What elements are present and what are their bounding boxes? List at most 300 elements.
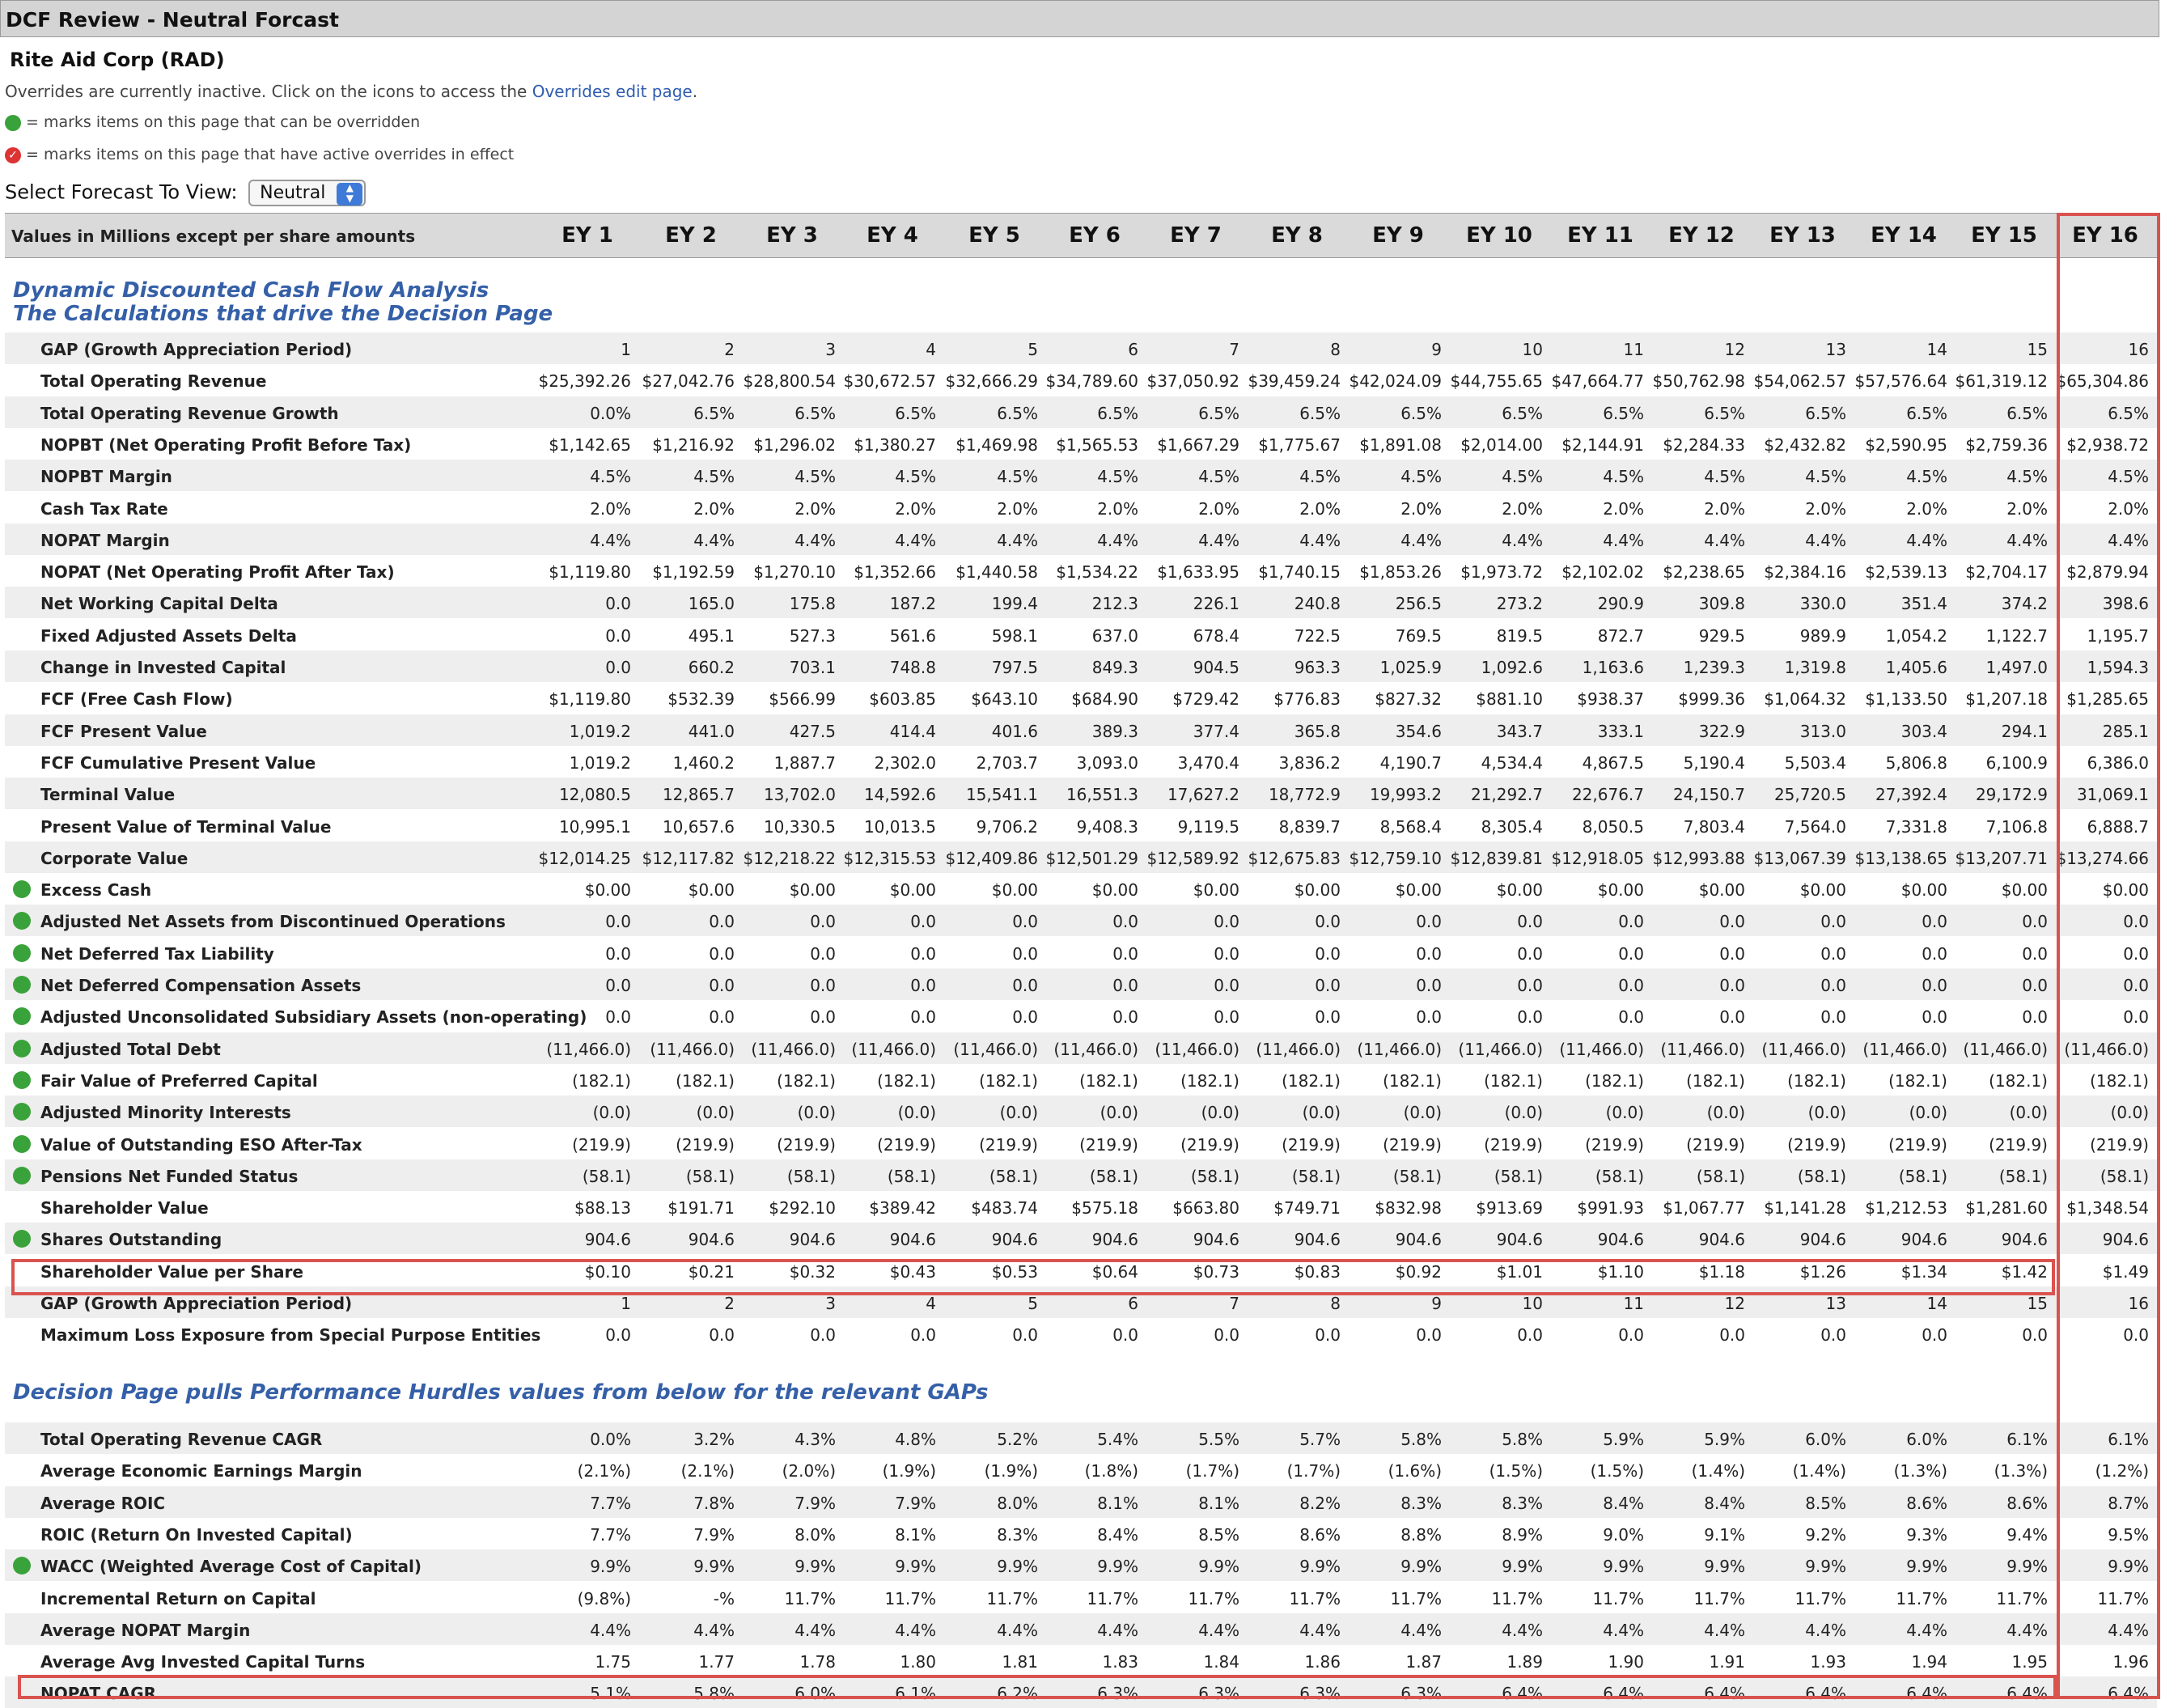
row-value: $729.42 [1172,689,1239,710]
override-dot-icon[interactable] [13,1167,31,1185]
row-value: 0.0 [1112,943,1138,964]
row-label: Total Operating Revenue CAGR [40,1430,323,1449]
row-value: 8.0% [997,1493,1038,1513]
row-value: 8.5% [1198,1524,1239,1545]
row-value: $1,853.26 [1359,562,1442,583]
row-value: 10,657.6 [662,816,735,837]
row-value: 12 [1724,1294,1745,1313]
row-value: $47,664.77 [1551,371,1644,392]
row-value: 365.8 [1294,721,1341,741]
row-value: (182.1) [1079,1070,1138,1091]
row-value: $1,285.65 [2066,689,2149,710]
row-value: (0.0) [2110,1103,2149,1123]
table-row [5,841,2157,873]
row-value: 4.4% [1299,1620,1341,1640]
row-value: (0.0) [1909,1103,1947,1123]
row-value: $1.18 [1698,1261,1745,1282]
row-value: (11,466.0) [1458,1039,1543,1059]
row-value: 0.0 [910,1325,936,1346]
row-value: 2.0% [590,498,631,519]
row-value: (2.1%) [577,1461,631,1481]
row-value: $1.34 [1900,1261,1947,1282]
row-value: 0.0 [1416,943,1442,964]
override-dot-icon[interactable] [13,1071,31,1089]
row-value: $2,144.91 [1561,434,1644,455]
row-value: 1,019.2 [569,752,631,773]
row-value: 256.5 [1395,594,1442,614]
row-value: $1,212.53 [1865,1198,1947,1218]
column-header: EY 5 [968,223,1020,248]
row-value: $2,238.65 [1663,562,1745,583]
row-value: 1.90 [1608,1652,1644,1672]
table-row [5,1032,2157,1064]
row-value: (0.0) [1807,1103,1846,1123]
row-value: (0.0) [1302,1103,1341,1123]
red-check-icon: ✓ [5,147,21,163]
row-value: 0.0 [1922,1007,1947,1028]
row-value: 14,592.6 [863,785,936,805]
row-value: 0.0 [1012,976,1038,995]
forecast-select-row [5,180,366,206]
row-value: 904.6 [584,1230,631,1250]
table-row [5,1318,2157,1350]
row-value: 0.0 [1112,912,1138,932]
row-value: 8.5% [1805,1493,1846,1513]
row-value: 6.5% [1400,403,1442,423]
row-value: (219.9) [1282,1134,1341,1155]
row-value: 11.7% [1491,1588,1543,1608]
row-value: (58.1) [1998,1166,2048,1186]
row-value: 6.0% [1906,1430,1947,1449]
table-row [5,1255,2157,1286]
row-value: 9.2% [1805,1524,1846,1545]
row-value: 0.0 [605,594,631,614]
row-value: 6.5% [1502,403,1543,423]
row-value: (182.1) [676,1070,735,1091]
row-value: (11,466.0) [1963,1039,2048,1059]
table-row [5,1613,2157,1645]
row-value: 8.6% [1906,1493,1947,1513]
row-value: 9,706.2 [976,816,1038,837]
row-value: 6.2% [997,1684,1038,1704]
row-value: $25,392.26 [538,371,631,392]
row-value: $0.00 [1900,880,1947,901]
row-value: (182.1) [777,1070,836,1091]
row-value: 0.0 [1820,976,1846,995]
table-row [5,873,2157,905]
row-value: 175.8 [789,594,836,614]
row-value: 8,305.4 [1481,816,1543,837]
row-value: 10 [1522,340,1543,359]
row-label: Adjusted Net Assets from Discontinued Operations [40,912,506,932]
row-value: 6.4% [1502,1684,1543,1704]
row-value: $0.00 [1091,880,1138,901]
row-value: 0.0 [1922,976,1947,995]
row-label: Maximum Loss Exposure from Special Purpose Entities [40,1325,541,1346]
row-value: 6.4% [1906,1684,1947,1704]
override-dot-icon[interactable] [13,880,31,898]
row-value: (11,466.0) [650,1039,735,1059]
row-value: 0.0 [1416,1007,1442,1028]
row-value: 0.0 [709,912,735,932]
row-value: (58.1) [1797,1166,1846,1186]
row-value: 0.0 [1618,1007,1644,1028]
row-label: Fair Value of Preferred Capital [40,1070,318,1091]
row-value: $776.83 [1273,689,1341,710]
row-value: 0.0 [2022,1007,2048,1028]
row-label: Fixed Adjusted Assets Delta [40,625,297,646]
row-value: 0.0 [1517,912,1543,932]
row-value: 6.4% [2108,1684,2149,1704]
row-value: 8.4% [1603,1493,1644,1513]
row-value: 7,331.8 [1885,816,1947,837]
row-value: 8.3% [1502,1493,1543,1513]
row-value: 4.4% [1097,1620,1138,1640]
row-value: 6,386.0 [2087,752,2149,773]
row-value: 11.7% [986,1588,1038,1608]
overrides-edit-link[interactable]: Overrides edit page [532,82,693,101]
row-value: 3.2% [693,1430,735,1449]
row-value: $0.00 [1496,880,1543,901]
table-row [5,1486,2157,1518]
row-label: Average Economic Earnings Margin [40,1461,362,1481]
row-value: 4.3% [794,1430,836,1449]
row-value: 6.4% [1805,1684,1846,1704]
row-value: 0.0 [1214,1007,1239,1028]
override-dot-icon[interactable] [13,912,31,930]
row-value: 5.4% [1097,1430,1138,1449]
row-value: 16,551.3 [1066,785,1138,805]
row-value: (0.0) [1100,1103,1138,1123]
row-value: $13,138.65 [1854,848,1947,868]
row-value: 4.4% [895,530,936,550]
row-value: 8,050.5 [1582,816,1644,837]
row-value: $13,067.39 [1753,848,1846,868]
row-label: ROIC (Return On Invested Capital) [40,1524,353,1545]
row-value: 872.7 [1597,625,1644,646]
row-value: 0.0 [1618,943,1644,964]
row-value: 0.0 [2022,976,2048,995]
row-label: Total Operating Revenue [40,371,267,392]
row-value: 9,408.3 [1076,816,1138,837]
row-value: 8.1% [895,1524,936,1545]
row-value: $2,938.72 [2066,434,2149,455]
row-value: 11.7% [1794,1588,1846,1608]
row-value: 0.0 [605,1325,631,1346]
row-value: 21,292.7 [1470,785,1543,805]
legend-overridable [5,113,420,131]
row-value: 4.4% [1805,1620,1846,1640]
row-label: Shareholder Value [40,1198,209,1218]
row-value: 849.3 [1091,658,1138,677]
override-dot-icon[interactable] [13,944,31,962]
row-value: 0.0 [1315,943,1341,964]
row-value: 1,025.9 [1379,658,1442,677]
row-value: $1,973.72 [1460,562,1543,583]
row-value: 0.0% [590,403,631,423]
row-value: (219.9) [777,1134,836,1155]
column-header: EY 16 [2072,223,2138,248]
row-value: (58.1) [1291,1166,1341,1186]
row-value: 6.5% [1299,403,1341,423]
row-value: 6.4% [1603,1684,1644,1704]
row-value: 333.1 [1597,721,1644,741]
row-value: 1,019.2 [569,721,631,741]
row-value: 0.0 [2123,1007,2149,1028]
row-value: 5.9% [1704,1430,1745,1449]
row-value: $684.90 [1071,689,1138,710]
row-value: 6.0% [794,1684,836,1704]
row-value: 0.0 [1214,912,1239,932]
row-value: (182.1) [877,1070,936,1091]
row-value: 0.0 [1719,976,1745,995]
table-row [5,1518,2157,1549]
row-value: 4.5% [2108,467,2149,487]
row-value: 0.0 [810,943,836,964]
row-value: $12,759.10 [1349,848,1442,868]
row-value: 8 [1330,340,1341,359]
row-value: (182.1) [979,1070,1038,1091]
row-value: 0.0 [1517,1325,1543,1346]
row-value: 5.1% [590,1684,631,1704]
row-value: 1.83 [1102,1652,1138,1672]
row-value: $938.37 [1577,689,1644,710]
row-value: (182.1) [1282,1070,1341,1091]
row-value: 678.4 [1193,625,1239,646]
row-value: $0.10 [584,1261,631,1282]
row-value: 2.0% [1299,498,1341,519]
row-value: 0.0 [1214,943,1239,964]
table-row [5,1645,2157,1676]
override-dot-icon[interactable] [13,1557,31,1574]
row-value: $1,352.66 [854,562,936,583]
row-value: $1,667.29 [1157,434,1239,455]
row-value: 7.7% [590,1524,631,1545]
row-value: (182.1) [1787,1070,1846,1091]
row-value: 6.5% [1704,403,1745,423]
row-value: 0.0 [1112,1007,1138,1028]
row-value: 904.6 [1597,1230,1644,1250]
row-label: Net Working Capital Delta [40,594,278,614]
row-value: $1,891.08 [1359,434,1442,455]
row-value: 0.0 [709,1007,735,1028]
row-value: 8.3% [1400,1493,1442,1513]
row-value: 4.5% [1299,467,1341,487]
company-name: Rite Aid Corp (RAD) [10,49,225,71]
row-value: 0.0 [1214,976,1239,995]
row-label: Shareholder Value per Share [40,1261,303,1282]
forecast-select-value: Neutral [260,183,326,203]
row-value: $913.69 [1476,1198,1543,1218]
row-value: $1.10 [1597,1261,1644,1282]
row-value: 6.5% [2108,403,2149,423]
row-value: 0.0 [2022,912,2048,932]
row-value: 22,676.7 [1571,785,1644,805]
row-value: $0.00 [584,880,631,901]
row-value: $57,576.64 [1854,371,1947,392]
row-value: 8.0% [794,1524,836,1545]
row-value: 1.77 [698,1652,735,1672]
table-row [5,587,2157,618]
row-value: 12,865.7 [662,785,735,805]
row-value: (0.0) [696,1103,735,1123]
row-value: $1,534.22 [1056,562,1138,583]
row-value: 797.5 [991,658,1038,677]
row-value: 6.4% [1704,1684,1745,1704]
row-value: $1.49 [2102,1261,2149,1282]
row-value: 313.0 [1799,721,1846,741]
row-value: 4.4% [794,1620,836,1640]
row-label: Average NOPAT Margin [40,1620,251,1640]
row-value: 2 [724,1294,735,1313]
row-value: 0.0 [605,625,631,646]
row-value: $0.83 [1294,1261,1341,1282]
row-value: (11,466.0) [751,1039,836,1059]
row-value: 1,092.6 [1481,658,1543,677]
row-value: 29,172.9 [1975,785,2048,805]
table-row [5,1128,2157,1159]
green-dot-icon [5,115,21,131]
row-value: 0.0 [709,943,735,964]
row-value: 0.0 [1416,976,1442,995]
table-row [5,968,2157,1000]
row-value: 4.4% [1400,530,1442,550]
row-value: 0.0 [1719,912,1745,932]
row-value: 0.0 [605,1007,631,1028]
row-value: 14 [1926,1294,1947,1313]
row-value: 4.4% [1400,1620,1442,1640]
row-value: 9,119.5 [1177,816,1239,837]
override-dot-icon[interactable] [13,1230,31,1248]
row-value: (58.1) [1595,1166,1644,1186]
row-value: $575.18 [1071,1198,1138,1218]
row-label: Incremental Return on Capital [40,1588,316,1608]
row-value: $749.71 [1273,1198,1341,1218]
row-value: $12,918.05 [1551,848,1644,868]
table-row [5,428,2157,460]
row-value: 0.0 [1315,1007,1341,1028]
row-value: $827.32 [1375,689,1442,710]
row-value: (0.0) [897,1103,936,1123]
column-header: EY 12 [1668,223,1735,248]
override-dot-icon[interactable] [13,1135,31,1153]
row-value: 9.4% [2006,1524,2048,1545]
row-value: 904.6 [688,1230,735,1250]
row-value: $643.10 [971,689,1038,710]
row-value: 4.5% [1502,467,1543,487]
table-row [5,1454,2157,1485]
row-value: $1,270.10 [753,562,836,583]
column-header: EY 10 [1466,223,1532,248]
column-header: EY 2 [665,223,717,248]
row-value: 6.5% [895,403,936,423]
row-value: 0.0 [1416,1325,1442,1346]
row-value: 6.5% [997,403,1038,423]
override-dot-icon[interactable] [13,1103,31,1121]
row-value: 703.1 [789,658,836,677]
row-value: (58.1) [887,1166,936,1186]
row-value: 0.0 [1820,1007,1846,1028]
table-row [5,937,2157,968]
row-value: 4,867.5 [1582,752,1644,773]
row-value: 0.0 [1820,912,1846,932]
row-value: (182.1) [1585,1070,1644,1091]
row-label: Excess Cash [40,880,152,901]
row-value: 748.8 [889,658,936,677]
row-value: 4.5% [2006,467,2048,487]
row-value: 11.7% [2097,1588,2149,1608]
row-label: Cash Tax Rate [40,498,168,519]
row-value: 4.5% [1097,467,1138,487]
row-value: $12,993.88 [1652,848,1745,868]
table-row [5,1223,2157,1254]
row-value: 2.0% [895,498,936,519]
row-value: 0.0 [1315,912,1341,932]
row-value: 4.4% [590,1620,631,1640]
row-value: 4.5% [1400,467,1442,487]
row-value: 9.9% [794,1557,836,1577]
overrides-notice [5,82,697,101]
row-value: $30,672.57 [843,371,936,392]
row-value: 377.4 [1193,721,1239,741]
row-value: 963.3 [1294,658,1341,677]
row-value: (219.9) [572,1134,631,1155]
row-value: $1.01 [1496,1261,1543,1282]
row-label: Average ROIC [40,1493,166,1513]
table-row [5,1159,2157,1191]
row-value: 8.7% [2108,1493,2149,1513]
row-value: $88.13 [574,1198,631,1218]
row-value: (11,466.0) [1862,1039,1947,1059]
row-value: 904.6 [2001,1230,2048,1250]
row-value: (182.1) [1383,1070,1442,1091]
row-value: 1.96 [2112,1652,2149,1672]
row-value: (58.1) [1898,1166,1947,1186]
row-value: $1,380.27 [854,434,936,455]
row-value: 7.8% [693,1493,735,1513]
row-value: 0.0 [605,976,631,995]
row-value: $12,117.82 [642,848,735,868]
override-dot-icon[interactable] [13,976,31,994]
row-value: $566.99 [769,689,836,710]
override-dot-icon[interactable] [13,1040,31,1057]
row-value: 0.0% [590,1430,631,1449]
row-value: 6.5% [1097,403,1138,423]
override-dot-icon[interactable] [13,1007,31,1025]
row-value: (11,466.0) [851,1039,936,1059]
row-value: $0.43 [889,1261,936,1282]
row-value: $0.00 [1698,880,1745,901]
row-value: 598.1 [991,625,1038,646]
forecast-select[interactable] [248,180,366,206]
row-value: 0.0 [1922,912,1947,932]
row-value: $12,218.22 [743,848,836,868]
row-value: (11,466.0) [1761,1039,1846,1059]
row-value: $0.00 [2102,880,2149,901]
row-value: 9.9% [1502,1557,1543,1577]
row-label: Adjusted Unconsolidated Subsidiary Assets (non-operating) [40,1007,587,1028]
row-value: 904.6 [1900,1230,1947,1250]
row-value: $191.71 [667,1198,735,1218]
row-value: 2.0% [794,498,836,519]
row-value: 8.2% [1299,1493,1341,1513]
row-value: 1.94 [1911,1652,1947,1672]
row-value: 212.3 [1091,594,1138,614]
row-label: Change in Invested Capital [40,658,286,677]
table-row [5,523,2157,555]
row-value: 4.4% [1198,530,1239,550]
row-value: 1.84 [1203,1652,1239,1672]
